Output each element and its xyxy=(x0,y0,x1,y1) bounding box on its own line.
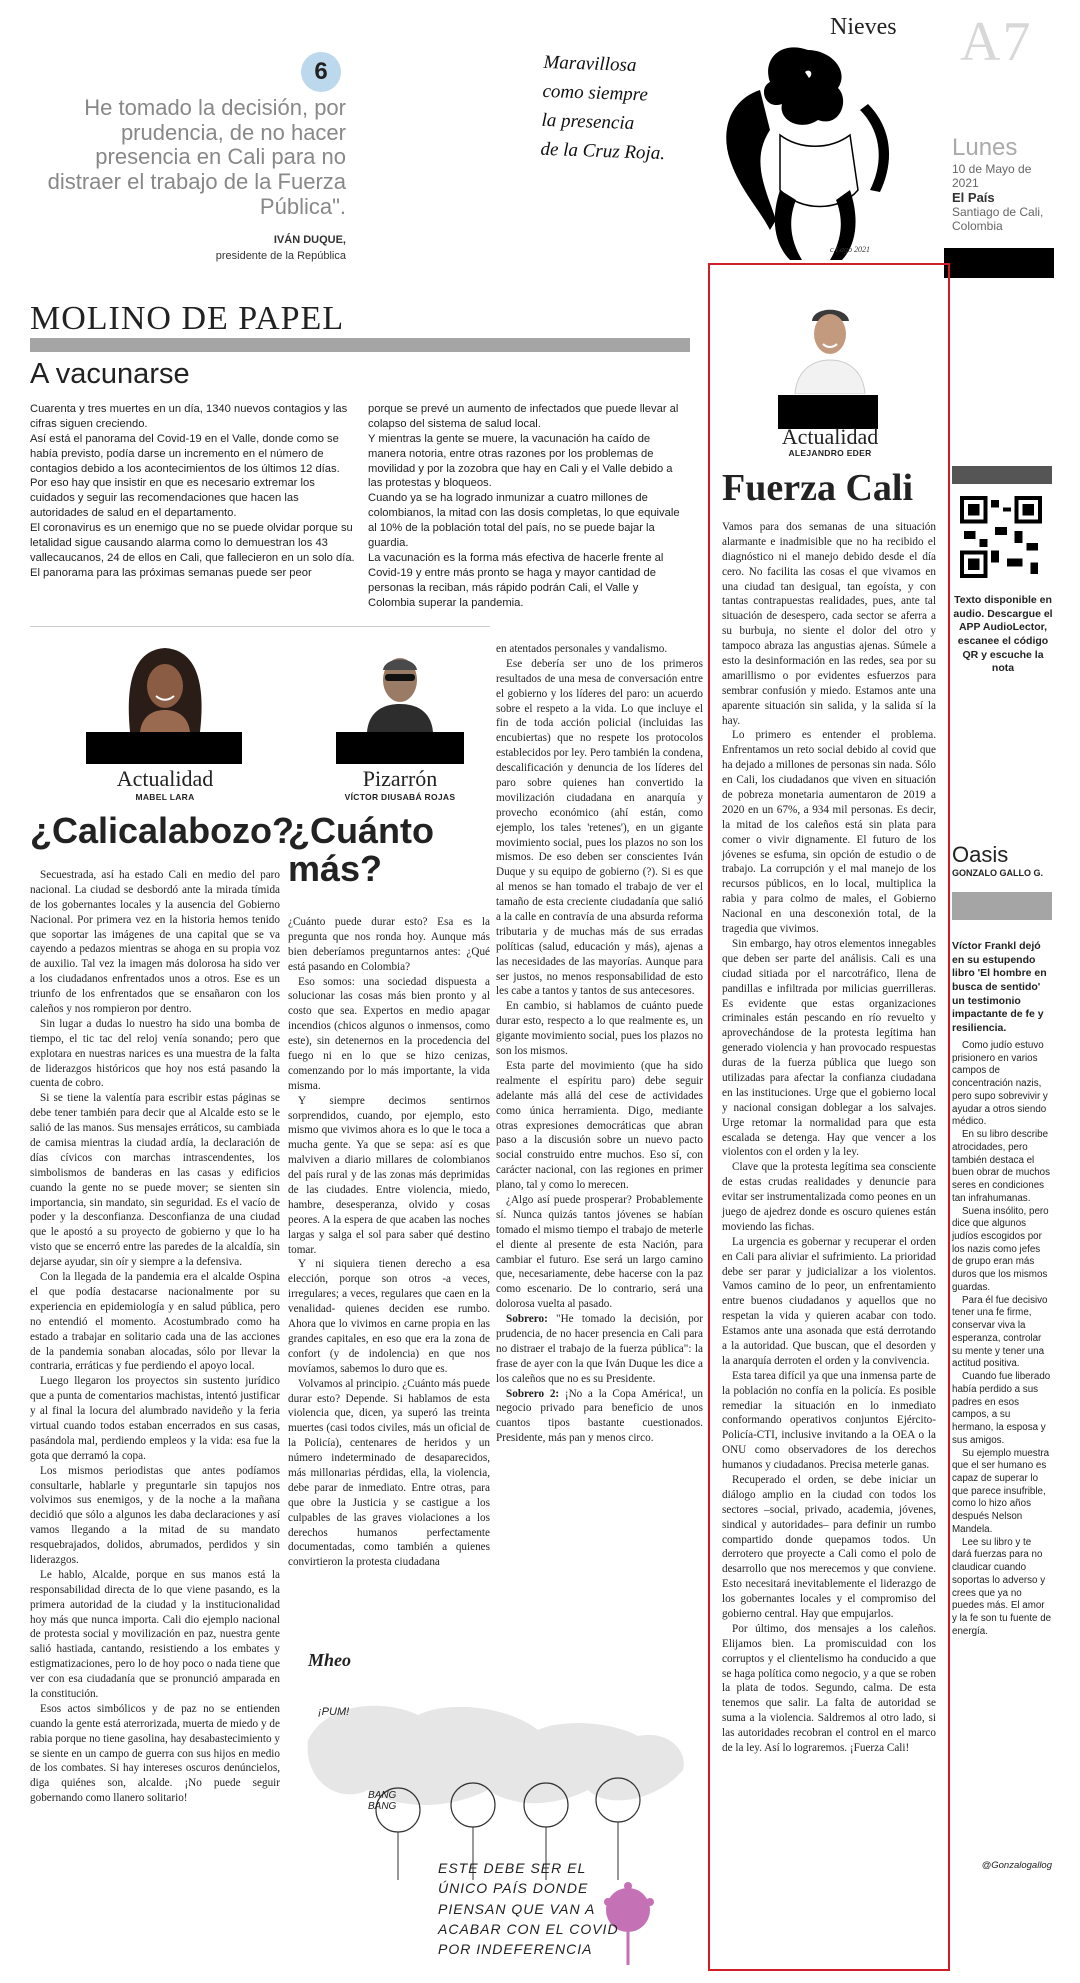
oasis-body: Como judío estuvo prisionero en varios campos de concentración nazis, pero supo sobrevivir y ayudar a otros siendo médico. En su libro describe atrocidades, pero también destaca el buen obrar de muchos seres en condiciones tan infrahumanas. Suena insólito, pero dice que algunos judíos escogidos por los nazis como jefes de grupo eran más duros que los mismos guardas. Para él fue decisivo tener una fe firme, conservar viva la esperanza, controlar su mente y tener una actitud positiva. Cuando fue liberado había perdido a sus padres en esos campos, a su hermano, la esposa y sus amigos. Su ejemplo muestra que el ser humano es capaz de superar lo que parece insufrible, como lo hizo años después Nelson Mandela. Lee su libro y te dará fuerzas para no claudicar cuando soportas lo adverso y crees que ya no puedes más. El amor y la fe son tu fuente de energía. xyxy=(952,1040,1052,1637)
right-bar-1 xyxy=(952,466,1052,484)
diusaba-body-col-2: en atentados personales y vandalismo. Ese debería ser uno de los primeros resultados de una mesa de conversación entre el gobierno y los líderes del paro: un acuerdo sobre el respeto a la vida. Lo que incluye el fin de toda acción policial (incluidas las encubiertas) que no respete los protocolos establecidos por ley. Pero también la condena, descalificación y denuncia de los líderes del paro sobre quienes han convertido la movilización ciudadana en anarquía y provecho económico (ahí están, como ejemplo, los tales 'retenes'), en un gigante movimiento social, pues los plazos no son los mismos. De eso deben ser conscientes Iván Duque y su equipo de gobierno (?). Si es que al menos se han tomado el trabajo de ver el tamaño de esta creciente ciudadanía que salió a la calle en contravía de una absurda reforma tributaria y de muchas más de sus erradas políticas (salud, educación y más), ajenas a las necesidades de las mayorías. Aunque para ser justos, no menos responsabilidad de esto les cabe a tantos y tantos de sus antecesores. En cambio, si hablamos de cuánto puede durar esto, respecto a lo que realmente es, un gigante movimiento social, pues los plazos no son los mismos. Esta parte del movimiento (que ha sido realmente el espíritu paro) debe seguir adelante más allá del cese de actividades como única herramienta. Digo, mediante otras expresiones democráticas que abran paso a la discusión sobre un nuevo pacto social construido entre muchos. Eso sí, con carácter nacional, con las regiones en primer plano, tal y como lo merecen. ¿Algo así puede prosperar? Probablemente sí. Nunca quizás tantos jóvenes se habían tomado el mismo tiempo el trabajo de meterle el diente al presente de esta Nación, para cambiar el futuro. Ese será un largo camino que, necesariamente, debe hacerse con la paz como escenario. De lo contrario, será una dolorosa vuelta al pasado. Sobrero: "He tomado la decisión, por prudencia, de no hacer presencia en Cali para no distraer el trabajo de la fuerza pública": la frase de ayer con la que Iván Duque les dice a los caleños que no es su Presidente. Sobrero 2: ¡No a la Copa América!, un negocio privado para beneficio de unos cuantos tipos bastante cuestionados. Presidente, más pan y menos circo. xyxy=(496,643,703,1445)
oasis-author: GONZALO GALLO G. xyxy=(952,868,1043,878)
diusaba-section: Pizarrón xyxy=(362,766,438,791)
lara-body: Secuestrada, así ha estado Cali en medio del paro nacional. La ciudad se desbordó ante la mirada tímida de los gobernantes locales y la ausencia del Gobierno Nacional. Por primera vez en la historia hemos tenido que soportar las imágenes de una capital que se va cayendo a pedazos mientras se ahoga en su propia voz de auxilio. Tal vez la imagen más dolorosa ha sido ver a los ciudadanos enfrentados unos a otros. Ese es un triunfo de los enfrentados que se ensañaron con los caleños y nos rompieron por dentro. Sin lugar a dudas lo nuestro ha sido una bomba de tiempo, el tic tac del reloj venía sonando; pero que explotara en nuestras narices es una muestra de la falta de liderazgos históricos que hoy nos está pasando la cuenta de cobro. Si se tiene la valentía para escribir estas páginas se debe tener también para decir que al Alcalde esto se le salió de las manos. Sus mensajes erráticos, su cambiada de camisa mientras la ciudad ardía, la declaración de días cívicos con marchas intrascendentes, los simbolismos de banderas en las casas y edificios cuando la gente no se puede mover; se sienten sin importancia, sin mandato, sin seguridad. Es el vacío de poder y la desconfianza. Desconfianza de una ciudad que le apostó a su proyecto de gobierno y que lo ha visto que se encerró entre las paredes de la alcaldía, sin dejarse ayudar, sin oír y siempre a la defensiva. Con la llegada de la pandemia era el alcalde Ospina el que podía destacarse nacionalmente por su experiencia en epidemiología y en salud pública, pero no entendió el momento. Acostumbrado como ha estado a trabajar en solitario cada una de las acciones de la pandemia sonaban alocadas, sólo por llevar la contraria, erráticas y fue perdiendo el apoyo local. Luego llegaron los proyectos sin sustento jurídico que a punta de comentarios machistas, intentó justificar y al final la locura del alumbrado navideño y la feria virtual cuando todos estaban encerrados en sus casas, pasándola mal, perdiendo empleos y la vida: esa fue la gota que derramó la copa. Los mismos periodistas que antes podíamos consultarle, hablarle y preguntarle sin tapujos nos volvimos sus enemigos, y de la noche a la mañana decidió que sólo a algunos les daba declaraciones y así vamos llegando a la mitad de su mandato resquebrajados, dolidos, abrumados, perdidos y sin liderazgos. Le hablo, Alcalde, porque en sus manos está la responsabilidad directa de lo que viene pasando, es la primera autoridad de la ciudad y la institucionalidad hoy más que nunca importa. Cali dio ejemplo nacional de protesta social y movilización en paz, nuestra gente salió hastiada, cantando, resistiendo a los embates y estigmatizaciones, pero lo de hoy poco o nada tiene que ver con esa ciudadanía que se pronunció amparada en la constitución. Esos actos simbólicos y de paz no se entienden cuando la gente está aterrorizada, muerta de miedo y de rabia porque no tiene gasolina, hay desabastecimiento y se siente en un campo de guerra con sus hijos en medio de los combates. Si hay intereses oscuros denúncielos, diga quiénes son, alcalde. ¡No puede seguir gobernando como llanero solitario! xyxy=(30,869,280,1805)
editorial-col-1: Cuarenta y tres muertes en un día, 1340 nuevos contagios y las cifras siguen creciendo. Así está el panorama del Covid-19 en el Valle, donde como se había previsto, podía darse un incremento en el número de contagios debido a los acontecimientos de los últimos 12 días. Por eso hay que insistir en que es necesario extremar los cuidados y seguir las recomendaciones que hacen las autoridades de salud en el departamento. El coronavirus es un enemigo que no se puede olvidar porque su letalidad sigue causando alarma como lo demuestran los 43 vallecaucanos, 24 de ellos en Cali, que fallecieron en un solo día. El panorama para las próximas semanas puede ser peor xyxy=(30,403,355,579)
diusaba-author: VÍCTOR DIUSABÁ ROJAS xyxy=(344,792,456,802)
section-rule xyxy=(30,338,690,352)
quote-role: presidente de la República xyxy=(215,250,346,262)
author-photo-eder xyxy=(787,296,873,394)
lara-author: MABEL LARA xyxy=(135,792,195,802)
qr-code xyxy=(960,496,1042,578)
quote-author: IVÁN DUQUE, xyxy=(273,234,346,246)
weekday: Lunes xyxy=(952,134,1018,161)
header-bar xyxy=(944,248,1054,278)
quote-text: He tomado la decisión, por prudencia, de no hacer presencia en Cali para no distraer el trabajo de la Fuerza Pública". xyxy=(47,95,346,219)
cartoon-line-3: la presencia xyxy=(541,109,635,135)
diusaba-headline: ¿Cuánto más? xyxy=(288,810,434,889)
nurse-figure-illustration xyxy=(710,40,900,265)
paper-name: El País xyxy=(952,190,995,205)
author-photo-diusaba xyxy=(355,640,445,732)
issue-date: 10 de Mayo de 2021 xyxy=(952,162,1032,191)
cartoon-line-4: de la Cruz Roja. xyxy=(540,138,666,165)
mheo-sound-2: BANG BANG xyxy=(368,1790,397,1812)
mheo-title: Mheo xyxy=(308,1650,352,1670)
oasis-lead: Víctor Frankl dejó en su estupendo libro 'El hombre en busca de sentido' un testimonio impactante de fe y resiliencia. xyxy=(952,940,1047,1034)
oasis-rule xyxy=(952,892,1052,920)
eder-headline: Fuerza Cali xyxy=(722,467,914,509)
lara-photo-bar xyxy=(86,732,242,764)
audio-note: Texto disponible en audio. Descargue el APP AudioLector, escanee el código QR y escuche la nota xyxy=(953,594,1053,675)
eder-body: Vamos para dos semanas de una situación alarmante e inadmisible que no ha recibido el diagnóstico ni el manejo debido desde el día cero. No facilita las cosas el que vivamos en una ciudad tan desigual, tan egoísta, y con tantas contrapuestas realidades, pues, ante tal situación de desespero, cada sector se aferra a su burbuja, no siente el dolor del otro y tampoco abraza las angustias ajenas. Súmele a esto la desinformación en las redes, sea por su amarillismo o por evidentes esfuerzos para sembrar confusión y miedo. Estamos ante una aparente situación sin salida, y la salida sí la hay. Lo primero es entender el problema. Enfrentamos un reto social debido al covid que ha dejado a millones de personas sin nada. Sólo en Cali, los ciudadanos que viven en situación de pobreza monetaria aumentaron de 2019 a 2020 en un 67%, a 934 mil personas. Es decir, la mitad de los caleños está sin plata para comer o vivir dignamente. El futuro de los jóvenes se esfuma, sin opción de estudio o de trabajo. La corrupción y el mal manejo de los recursos públicos, en lo local, multiplica la rabia y para colmo de males, el Gobierno Nacional en una desconexión total, de la tragedia que vivimos. Sin embargo, hay otros elementos innegables que deben ser parte del análisis. Cali es una ciudad sitiada por el narcotráfico, llena de pandillas e infiltrada por milicias guerrilleras. Es evidente que estas organizaciones criminales están pescando en río revuelto y aprovechándose de la protesta legítima han generado violencia y han provocado respuestas duras de la fuerza pública que luego son utilizadas para afectar la confianza ciudadana en las instituciones. Urge que el gobierno local y nacional consigan doblegar a los salvajes. Urge retomar la normalidad para que esta escalada se detenga. Hay que vencer a los violentos con el orden y la ley. Clave que la protesta legítima sea consciente de estas crudas realidades y denuncie para evitar ser instrumentalizada como peones en un juego de ajedrez donde es oscuro quienes están moviendo las fichas. La urgencia es gobernar y recuperar el orden en Cali para aliviar el sufrimiento. La prioridad debe ser parar y judicializar a los violentos. Vamos camino de lo peor, un enfrentamiento entre buenos ciudadanos y aquellos que no respetan la vida y quieren acabar con todo. Estamos ante una asonada que está derrotando a la autoridad. Que buscan, que el desorden y la anarquía derroten el orden y la convivencia. Esta tarea difícil ya que una inmensa parte de la población no confía en la policía. Es posible remediar la situación en lo inmediato conformando operativos conjuntos Ejército-Policía-CTI, inclusive invitando a la OEA o la ONU como observadores de los derechos humanos y ciudadanos. Precisa meterle ganas. Recuperado el orden, se debe iniciar un diálogo amplio en la ciudad con todos los sectores –social, privado, academia, jóvenes, sindical y autoridades– para definir un rumbo compartido donde quepamos todos. Un derrotero que proyecte a Cali como el polo de desarrollo que nos merecemos y que conviene. Esto necesitará inevitablemente el liderazgo de los gobernantes locales y el compromiso del gobierno central. Hay que empujarlos. Por último, dos mensajes a los caleños. Elijamos bien. La promiscuidad con los corruptos y el clientelismo ha conducido a que se haga política como negocio, y a que se roben la plata de todos. Segundo, calma. De esta tenemos que salir. La falta de autoridad se suma a la violencia. Saldremos al otro lado, si las autoridades recobran el control en el marco de la ley. Así lo lograremos. ¡Fuerza Cali! xyxy=(722,521,936,1755)
diusaba-body-col-1: ¿Cuánto puede durar esto? Esa es la pregunta que nos ronda hoy. Aunque más bien deberíamos preguntarnos antes: ¿Qué está pasando en Colombia? Eso somos: una sociedad dispuesta a solucionar las cosas más bien pronto y al costo que sea. Expertos en medio apagar incendios (chicos algunos o inmensos, como este), sin detenernos en la procedencia del fuego ni en lo que se hizo cenizas, comenzando por lo más importante, la vida misma. Y siempre decimos sentirnos sorprendidos, cuando, por ejemplo, esto mismo que vivimos ahora es lo que le toca a mucha gente. Ya que se sepa: así es que malviven a diario millares de colombianos del país rural y de las zonas más deprimidas de las ciudades. Entre violencia, miedo, hambre, desesperanza, olvido y cosas peores. A la espera de que acaben las noches largas y salga el sol para saber qué destino tomar. Y ni siquiera tienen derecho a esa elección, porque son otros -a veces, irregulares; a veces, regulares que caen en la venalidad- quienes deciden ese rumbo. Ahora que lo vivimos en carne propia en las grandes capitales, en eso que era la zona de confort (y de indolencia) en que nos movíamos, sabemos lo duro que es. Volvamos al principio. ¿Cuánto más puede durar esto? Depende. Si hablamos de esta violencia que, dicen, ya superó las treinta muertes (casi todos civiles, más un oficial de la Policía), centenares de heridos y un número indeterminado de desaparecidos, más millonarias pérdidas, ella, la violencia, debe parar de inmediato. Entre otras, para que obre la Justicia y se castigue a los culpables de las graves violaciones a los derechos humanos perfectamente documentadas, como también a quienes convirtieron la protesta ciudadana xyxy=(288,916,490,1569)
city: Santiago de Cali, Colombia xyxy=(952,205,1044,234)
diusaba-photo-bar xyxy=(336,732,464,764)
cartoon-line-2: como siempre xyxy=(542,80,649,106)
oasis-handle: @Gonzalogallog xyxy=(981,1860,1052,1871)
section-title: MOLINO DE PAPEL xyxy=(30,300,345,337)
cartoon-top xyxy=(530,40,900,265)
oasis-section: Oasis xyxy=(952,842,1009,867)
quote-badge: 6 xyxy=(301,52,341,92)
page-number: A7 xyxy=(960,11,1033,73)
lara-section: Actualidad xyxy=(116,766,214,791)
cartoon-mheo xyxy=(288,1640,708,1975)
editorial-bottom-rule xyxy=(30,626,490,627)
cartoon-signature: c.Lago 2021 xyxy=(830,245,870,254)
mheo-speech: ESTE DEBE SER EL ÚNICO PAÍS DONDE PIENSAN QUE VAN A ACABAR CON EL COVID POR INDEFERENCIA xyxy=(438,1860,619,1958)
editorial-headline: A vacunarse xyxy=(30,358,190,390)
cartoon-line-1: Maravillosa xyxy=(543,51,637,77)
mheo-sound-1: ¡PUM! xyxy=(318,1706,350,1718)
eder-section: Actualidad xyxy=(781,424,879,449)
author-photo-lara xyxy=(120,640,210,732)
editorial-col-2: porque se prevé un aumento de infectados que puede llevar al colapso del sistema de salud local. Y mientras la gente se muere, la vacunación ha caído de manera notoria, entre otras razones por los problemas de movilidad y por la zozobra que hay en Cali y el Valle debido a las protestas y bloqueos. Cuando ya se ha logrado inmunizar a cuatro millones de colombianos, la mitad con las dosis completas, lo que equivale al 10% de la población total del país, no se puede bajar la guardia. La vacunación es la forma más efectiva de hacerle frente al Covid-19 y entre más pronto se haga y mayor cantidad de personas la reciban, más rápido podrán Cali, el Valle y Colombia superar la pandemia. xyxy=(368,403,680,609)
lara-headline: ¿Calicalabozo? xyxy=(30,810,295,851)
section-name: Nieves xyxy=(830,14,897,40)
eder-author: ALEJANDRO EDER xyxy=(788,448,872,458)
